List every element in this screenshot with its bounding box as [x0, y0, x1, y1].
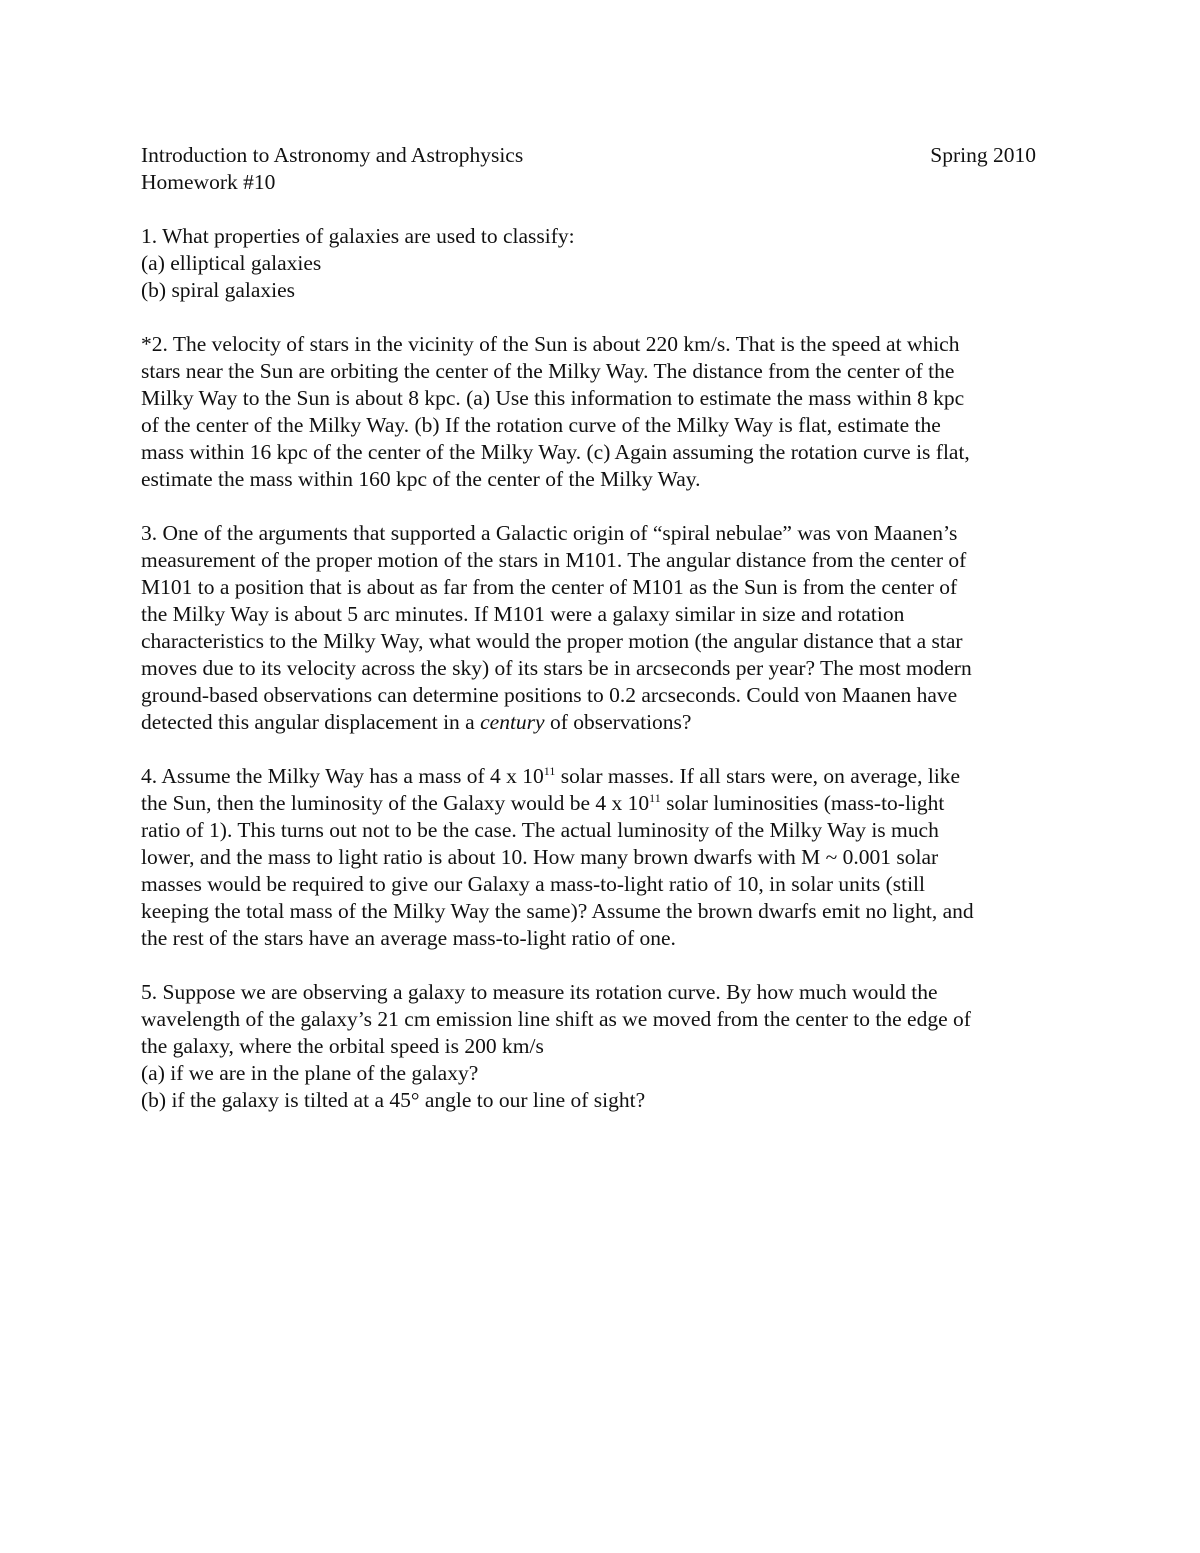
q4-text: solar luminosities (mass-to-light: [660, 791, 945, 815]
q3-line: M101 to a position that is about as far from the center of M101 as the Sun is from the center of: [141, 575, 958, 599]
q3-line: characteristics to the Milky Way, what would the proper motion (the angular distance that a star: [141, 629, 963, 653]
assignment-title: Homework #10: [141, 170, 276, 194]
q4-text: solar masses. If all stars were, on average, like: [555, 764, 961, 788]
q5-line: (b) if the galaxy is tilted at a 45° angle to our line of sight?: [141, 1088, 646, 1112]
q4-exponent: 11: [649, 791, 661, 805]
q4-line: lower, and the mass to light ratio is about 10. How many brown dwarfs with M ~ 0.001 solar: [141, 845, 939, 869]
q5-line: the galaxy, where the orbital speed is 200 km/s: [141, 1034, 544, 1058]
question-3: [141, 520, 1061, 736]
q5-line: wavelength of the galaxy’s 21 cm emission line shift as we moved from the center to the edge of: [141, 1007, 971, 1031]
q4-text: 4. Assume the Milky Way has a mass of 4 x 10: [141, 764, 544, 788]
q1-line: 1. What properties of galaxies are used to classify:: [141, 224, 575, 248]
q3-text: detected this angular displacement in a: [141, 710, 481, 734]
q2-line: Milky Way to the Sun is about 8 kpc. (a) Use this information to estimate the mass within 8 kpc: [141, 386, 965, 410]
q3-line: ground-based observations can determine positions to 0.2 arcseconds. Could von Maanen have: [141, 683, 958, 707]
q2-line: of the center of the Milky Way. (b) If the rotation curve of the Milky Way is flat, estimate the: [141, 413, 941, 437]
q1-line: (a) elliptical galaxies: [141, 251, 322, 275]
q5-line: 5. Suppose we are observing a galaxy to measure its rotation curve. By how much would the: [141, 980, 938, 1004]
term: Spring 2010: [930, 143, 1036, 167]
question-4: [141, 763, 1061, 952]
q3-last-line: [141, 709, 1061, 736]
q5-line: (a) if we are in the plane of the galaxy?: [141, 1061, 479, 1085]
q3-text: of observations?: [544, 710, 692, 734]
q3-line: measurement of the proper motion of the stars in M101. The angular distance from the center of: [141, 548, 967, 572]
q1-line: (b) spiral galaxies: [141, 278, 296, 302]
header: [141, 142, 1036, 169]
q2-line: *2. The velocity of stars in the vicinity of the Sun is about 220 km/s. That is the speed at which: [141, 332, 960, 356]
q2-line: mass within 16 kpc of the center of the Milky Way. (c) Again assuming the rotation curve is flat,: [141, 440, 970, 464]
question-5: [141, 979, 1061, 1114]
course-title: Introduction to Astronomy and Astrophysics: [141, 143, 524, 167]
q3-line: the Milky Way is about 5 arc minutes. If M101 were a galaxy similar in size and rotation: [141, 602, 905, 626]
q3-line: moves due to its velocity across the sky) of its stars be in arcseconds per year? The most modern: [141, 656, 972, 680]
q4-line: [141, 790, 1061, 817]
homework-page: [141, 142, 1061, 1114]
q4-line: [141, 763, 1061, 790]
q4-line: keeping the total mass of the Milky Way the same)? Assume the brown dwarfs emit no light, and: [141, 899, 974, 923]
q3-line: 3. One of the arguments that supported a Galactic origin of “spiral nebulae” was von Maanen’s: [141, 521, 958, 545]
q4-line: masses would be required to give our Galaxy a mass-to-light ratio of 10, in solar units (still: [141, 872, 926, 896]
q3-emphasis: century: [480, 710, 545, 734]
q4-line: ratio of 1). This turns out not to be the case. The actual luminosity of the Milky Way is much: [141, 818, 939, 842]
question-2: [141, 331, 1061, 493]
question-1: [141, 223, 1061, 304]
q4-text: the Sun, then the luminosity of the Galaxy would be 4 x 10: [141, 791, 650, 815]
q2-line: estimate the mass within 160 kpc of the center of the Milky Way.: [141, 467, 701, 491]
q2-line: stars near the Sun are orbiting the center of the Milky Way. The distance from the center of the: [141, 359, 955, 383]
q4-line: the rest of the stars have an average mass-to-light ratio of one.: [141, 926, 676, 950]
q4-exponent: 11: [543, 764, 556, 778]
